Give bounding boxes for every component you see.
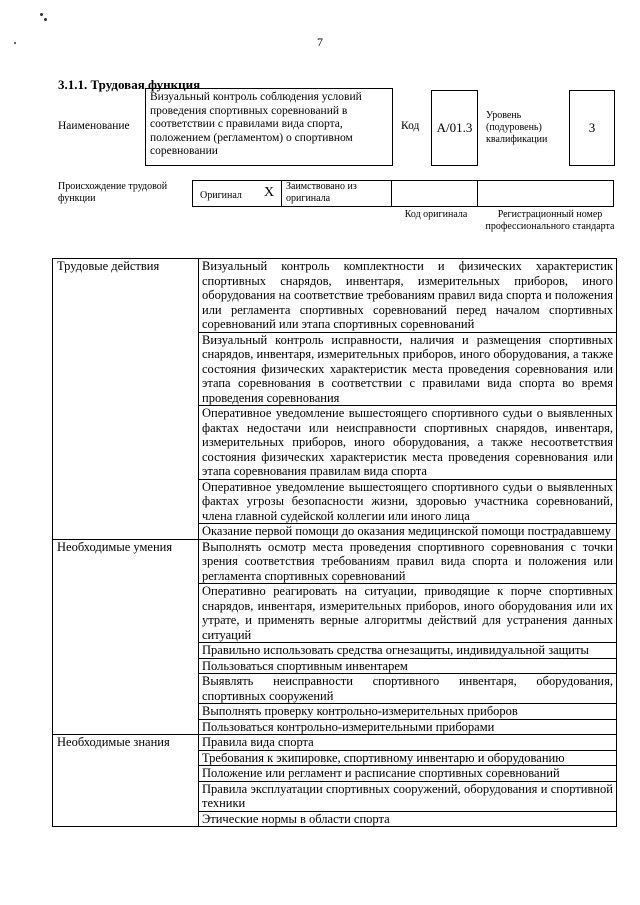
section-item: Оперативно реагировать на ситуации, приводящие к порче спортивных снарядов, инвентаря, измерительных приборов, иного оборудования или их утрате, и применять верные алгоритмы действий для устранения данных ситуаций [199, 584, 617, 643]
section-item: Выполнять осмотр места проведения спортивного соревнования с точки зрения соответствия требованиям правил вида спорта и положения или регламента спортивных соревнований [199, 539, 617, 584]
section-item: Визуальный контроль комплектности и физических характеристик спортивных снарядов, инвентаря, измерительных приборов, иного оборудования на соответствие требованиям правил вида спорта и положения или регламента спортивных соревнований перед началом спортивных соревнований или этапа спортивных соревнований [199, 259, 617, 333]
name-label: Наименование [58, 120, 130, 132]
level-label: Уровень (подуровень) квалификации [486, 110, 548, 145]
section-label: Необходимые умения [53, 539, 199, 735]
origin-table [192, 180, 614, 207]
section-item: Этические нормы в области спорта [199, 811, 617, 827]
section-item: Правила эксплуатации спортивных сооружений, оборудования и спортивной техники [199, 781, 617, 811]
code-value-box [431, 90, 478, 166]
code-label: Код [401, 120, 420, 132]
borrowed-label: Заимствовано из оригинала [286, 181, 357, 204]
section-item: Положение или регламент и расписание спортивных соревнований [199, 766, 617, 782]
section-title: 3.1.1. Трудовая функция [58, 77, 201, 92]
table-row [53, 539, 617, 584]
section-item: Выявлять неисправности спортивного инвентаря, оборудования, спортивных сооружений [199, 674, 617, 704]
table-row [53, 259, 617, 333]
code-value: A/01.3 [436, 120, 473, 135]
section-item: Оперативное уведомление вышестоящего спортивного судьи о выявленных фактах недостачи или неисправности спортивных снарядов, инвентаря, измерительных приборов, иного оборудования, а также несоответствия состояния физических характеристик места проведения соревнования или этапа соревнования правилам вида спорта [199, 406, 617, 480]
page-number: 7 [317, 35, 323, 49]
scan-mark [40, 13, 43, 16]
scan-mark [44, 18, 47, 21]
code-original-caption: Код оригинала [404, 209, 468, 220]
original-mark: X [264, 185, 275, 200]
section-item: Оперативное уведомление вышестоящего спортивного судьи о выявленных фактах угрозы безопасности жизни, здоровью участника соревнований, члена главной судейской коллегии или иного лица [199, 479, 617, 524]
section-label: Необходимые знания [53, 735, 199, 827]
section-item: Правильно использовать средства огнезащиты, индивидуальной защиты [199, 643, 617, 659]
reg-number-caption: Регистрационный номер профессионального стандарта [485, 209, 615, 232]
name-value-box [145, 88, 393, 166]
table-row [53, 735, 617, 751]
level-value: 3 [588, 120, 596, 135]
section-item: Оказание первой помощи до оказания медицинской помощи пострадавшему [199, 524, 617, 540]
section-item: Выполнять проверку контрольно-измерительных приборов [199, 704, 617, 720]
section-item: Визуальный контроль исправности, наличия и размещения спортивных снарядов, инвентаря, измерительных приборов, иного оборудования, а также состояния физических характеристик места проведения соревнования или этапа соревнования в соответствии с правилами вида спорта во время проведения соревнования [199, 332, 617, 406]
section-item: Пользоваться спортивным инвентарем [199, 658, 617, 674]
level-value-box [569, 90, 615, 166]
origin-divider-1 [281, 180, 282, 207]
section-label: Трудовые действия [53, 259, 199, 540]
section-item: Пользоваться контрольно-измерительными приборами [199, 719, 617, 735]
name-value: Визуальный контроль соблюдения условий проведения спортивных соревнований в соответствии с правилами вида спорта, положением (регламентом) о спортивном соревновании [150, 91, 362, 157]
section-item: Требования к экипировке, спортивному инвентарю и оборудованию [199, 750, 617, 766]
section-item: Правила вида спорта [199, 735, 617, 751]
origin-divider-2 [391, 180, 392, 207]
origin-divider-3 [477, 180, 478, 207]
labor-function-table [52, 258, 617, 827]
origin-label: Происхождение трудовой функции [58, 181, 168, 204]
original-label: Оригинал [200, 190, 242, 201]
